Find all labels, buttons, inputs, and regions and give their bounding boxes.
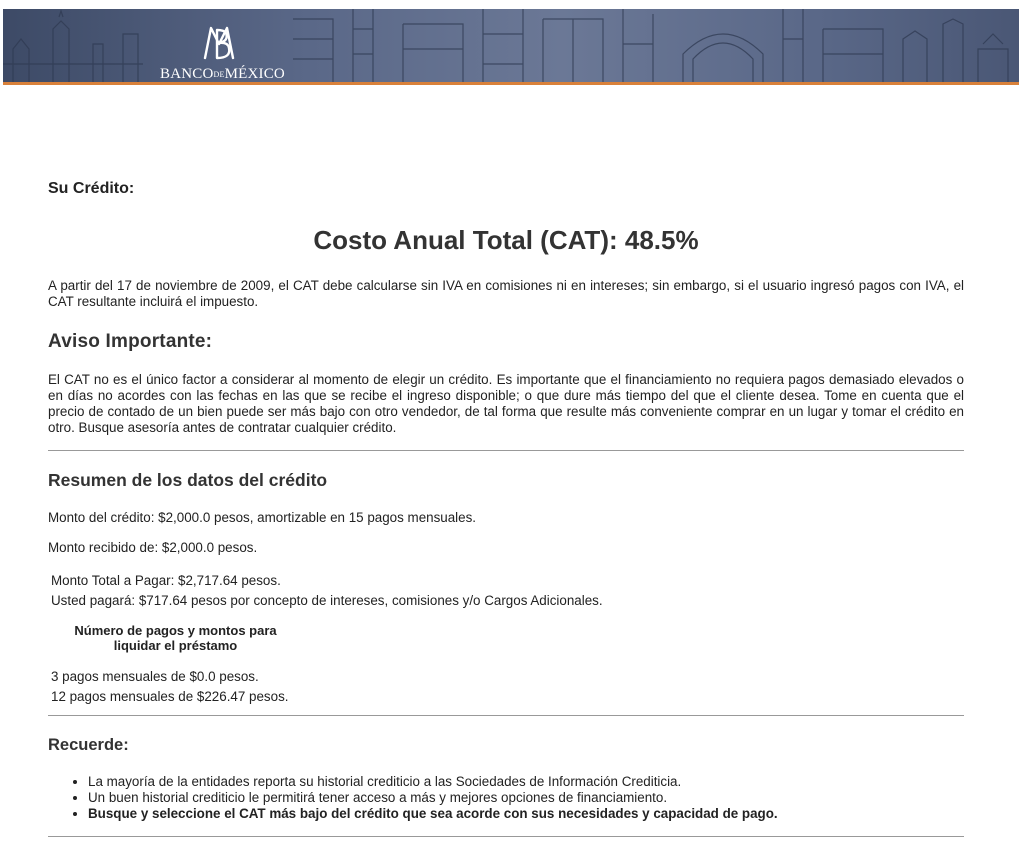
recuerde-list (48, 774, 964, 822)
usted-pagara-text: Usted pagará: $717.64 pesos por concepto de intereses, comisiones y/o Cargos Adicionales. (51, 593, 603, 608)
list-item: • Un buen historial crediticio le permitirá tener acceso a más y mejores opciones de financiamiento. (88, 790, 964, 806)
pago-row: 3 pagos mensuales de $0.0 pesos. (51, 669, 259, 684)
list-item: • Busque y seleccione el CAT más bajo del crédito que sea acorde con sus necesidades y capacidad de pago. (88, 806, 964, 822)
cat-iva-note: A partir del 17 de noviembre de 2009, el CAT debe calcularse sin IVA en comisiones ni en intereses; sin embargo, si el usuario ingresó pagos con IVA, el CAT resultante incluirá el impuesto. (48, 278, 964, 309)
banxico-logo-icon (199, 22, 239, 62)
divider (48, 715, 964, 716)
cat-title: Costo Anual Total (CAT): 48.5% (313, 225, 699, 255)
resumen-heading: Resumen de los datos del crédito (48, 470, 328, 490)
divider (48, 836, 964, 837)
recuerde-heading: Recuerde: (48, 736, 129, 754)
list-item: • La mayoría de la entidades reporta su historial crediticio a las Sociedades de Información Crediticia. (88, 774, 964, 790)
header-banner (3, 9, 1019, 82)
divider (48, 450, 964, 451)
monto-credito-text: Monto del crédito: $2,000.0 pesos, amortizable en 15 pagos mensuales. (48, 510, 477, 525)
monto-recibido-text: Monto recibido de: $2,000.0 pesos. (48, 540, 258, 555)
banner-accent-stripe (3, 82, 1019, 85)
aviso-importante-heading: Aviso Importante: (48, 331, 213, 352)
pago-row: 12 pagos mensuales de $226.47 pesos. (51, 689, 289, 704)
banner-architecture-graphic (3, 9, 1019, 82)
monto-total-text: Monto Total a Pagar: $2,717.64 pesos. (51, 573, 281, 588)
aviso-importante-text: El CAT no es el único factor a considerar al momento de elegir un crédito. Es importante que el financiamiento no requiera pagos demasiado elevados o en días no acordes con las fechas en las que se recibe el ingreso disponible; o que dure más tiempo del que el cliente desea. Tome en cuenta que el precio de contado de un bien puede ser más bajo con otro vendedor, de tal forma que resulte más conveniente comprar en un lugar y tomar el crédito en otro. Busque asesoría antes de contratar cualquier crédito. (48, 372, 964, 435)
pagos-table-header: Número de pagos y montos para liquidar el préstamo (74, 623, 277, 653)
su-credito-heading: Su Crédito: (48, 180, 135, 197)
banxico-logo-text: BANCODEMÉXICO (160, 66, 285, 82)
